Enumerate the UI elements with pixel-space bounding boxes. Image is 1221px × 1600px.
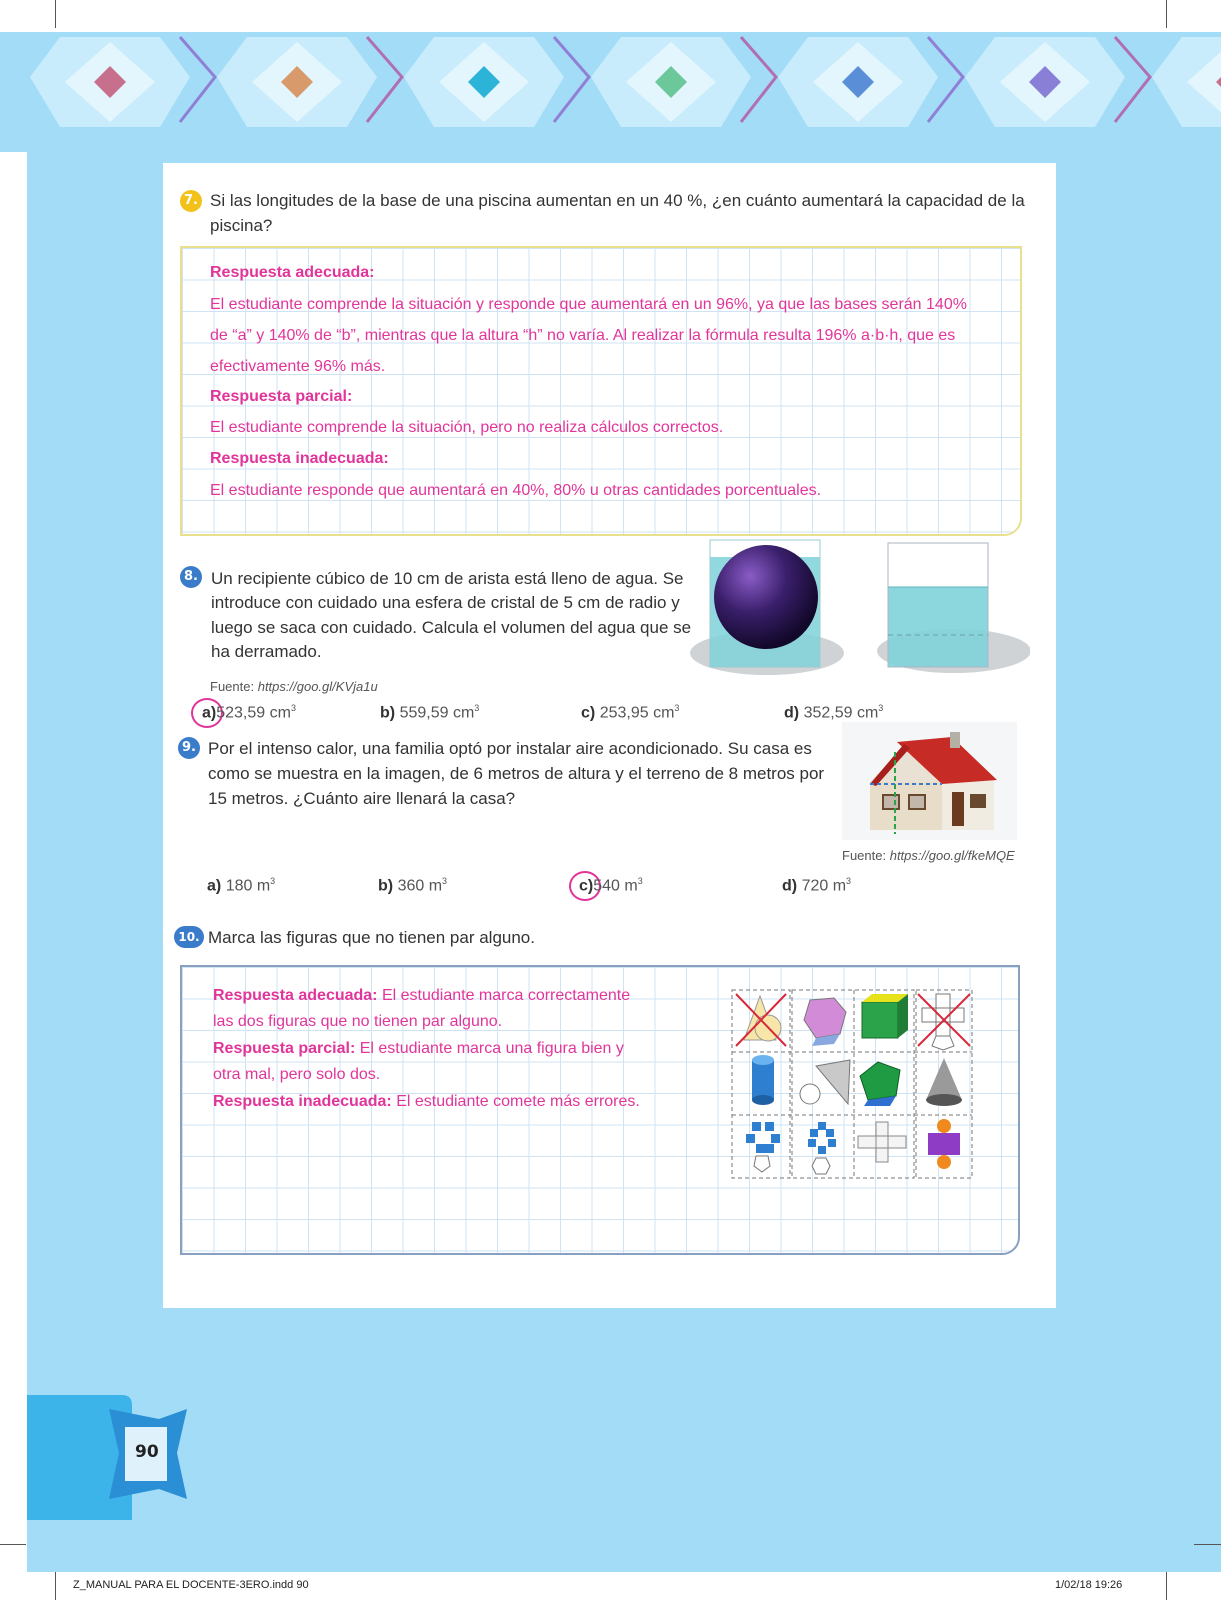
footer-filename: Z_MANUAL PARA EL DOCENTE-3ERO.indd 90 <box>73 1579 309 1591</box>
source-credit-q8 <box>210 679 378 694</box>
decorative-banner <box>0 32 1221 152</box>
answer-inadequate-heading: Respuesta inadecuada: <box>210 450 389 467</box>
answer-option-d[interactable] <box>784 703 883 722</box>
answer-option-c[interactable] <box>579 876 643 895</box>
option-letter: c) <box>581 704 596 722</box>
option-letter: b) <box>380 704 396 722</box>
answer-adequate-text: las dos figuras que no tienen par alguno. <box>213 1013 503 1030</box>
pentagonal-prism-figure <box>860 1062 900 1100</box>
pentagonal-prism-net-figure <box>746 1122 780 1153</box>
banner-base <box>0 132 1221 152</box>
option-value: 559,59 cm <box>399 704 475 722</box>
hexagonal-prism-net-figure <box>808 1122 836 1154</box>
option-value: 180 m <box>225 877 271 895</box>
option-value: 523,59 cm <box>216 704 291 722</box>
house-illustration <box>842 722 1017 840</box>
unit-exponent: 3 <box>637 876 643 886</box>
answer-inadequate-label <box>210 450 389 468</box>
unit-exponent: 3 <box>846 876 852 886</box>
cube-with-sphere-illustration <box>690 535 1030 685</box>
answer-inadequate-text <box>213 1093 640 1111</box>
answer-adequate-line: El estudiante marca correctamente <box>381 987 631 1004</box>
answer-option-b[interactable] <box>380 703 479 722</box>
option-letter: d) <box>782 877 798 895</box>
crop-mark <box>1166 1572 1167 1600</box>
crop-mark <box>55 1572 56 1600</box>
answer-option-a[interactable] <box>207 876 275 895</box>
question-10-text: Marca las figuras que no tienen par alguno. <box>208 928 535 947</box>
answer-partial-text: El estudiante comprende la situación, pero no realiza cálculos correctos. <box>210 419 724 436</box>
option-letter: c) <box>579 877 594 895</box>
question-number-7: 7. <box>180 190 202 212</box>
source-label: Fuente: <box>842 848 887 863</box>
hexagonal-prism-figure <box>804 998 846 1038</box>
question-number-8: 8. <box>180 566 202 588</box>
cuboid-net-figure <box>858 1122 906 1162</box>
question-7-text: Si las longitudes de la base de una piscina aumentan en un 40 %, ¿en cuánto aumentará la capacidad de la piscina? <box>210 191 1025 235</box>
unit-exponent: 3 <box>674 703 680 713</box>
answer-adequate-text: de “a” y 140% de “b”, mientras que la altura “h” no varía. Al realizar la fórmula resulta 196% a·b·h, que es <box>210 327 956 344</box>
option-value: 720 m <box>801 877 847 895</box>
answer-option-b[interactable] <box>378 876 447 895</box>
answer-option-d[interactable] <box>782 876 851 895</box>
answer-adequate-text: efectivamente 96% más. <box>210 358 386 375</box>
answer-option-a[interactable] <box>202 703 296 722</box>
unit-exponent: 3 <box>270 876 276 886</box>
answer-adequate-text <box>213 987 630 1005</box>
answer-partial-text: otra mal, pero solo dos. <box>213 1066 381 1083</box>
crop-mark <box>0 1544 26 1545</box>
source-credit-q9 <box>842 848 1015 863</box>
option-letter: d) <box>784 704 800 722</box>
answer-inadequate-heading: Respuesta inadecuada: <box>213 1093 392 1110</box>
answer-partial-line: El estudiante marca una figura bien y <box>359 1040 624 1057</box>
answer-adequate-heading: Respuesta adecuada: <box>210 264 375 281</box>
answer-adequate-text: El estudiante comprende la situación y responde que aumentará en un 96%, ya que las bases serán 140% <box>210 296 967 313</box>
crop-mark <box>1194 1544 1221 1545</box>
cone-net-figure <box>816 1060 850 1104</box>
cone-figure <box>926 1058 962 1100</box>
unit-exponent: 3 <box>474 703 480 713</box>
source-label: Fuente: <box>210 679 255 694</box>
crop-mark <box>55 0 56 28</box>
answer-partial-heading: Respuesta parcial: <box>210 388 353 405</box>
option-letter: a) <box>207 877 222 895</box>
answer-adequate-heading: Respuesta adecuada: <box>213 987 378 1004</box>
cylinder-figure <box>752 1060 774 1100</box>
question-number-9: 9. <box>178 737 200 759</box>
answer-partial-heading: Respuesta parcial: <box>213 1040 356 1057</box>
question-8-line: luego se saca con cuidado. Calcula el volumen del agua que se <box>211 618 692 637</box>
crop-mark <box>1166 0 1167 28</box>
option-value: 540 m <box>593 877 638 895</box>
question-9-line: 15 metros. ¿Cuánto aire llenará la casa? <box>208 789 516 808</box>
answer-partial-text <box>213 1040 624 1058</box>
cylinder-net-figure <box>928 1119 960 1169</box>
question-8-line: introduce con cuidado una esfera de cristal de 5 cm de radio y <box>211 593 680 612</box>
footer-date: 1/02/18 19:26 <box>1055 1579 1123 1591</box>
answer-inadequate-line: El estudiante comete más errores. <box>396 1093 640 1110</box>
figures-matching-grid <box>730 988 975 1183</box>
source-url: https://goo.gl/KVja1u <box>257 679 378 694</box>
source-url: https://goo.gl/fkeMQE <box>889 848 1015 863</box>
option-value: 253,95 cm <box>599 704 675 722</box>
option-letter: a) <box>202 704 217 722</box>
question-9-line: como se muestra en la imagen, de 6 metros de altura y el terreno de 8 metros por <box>208 764 825 783</box>
question-8-line: ha derramado. <box>211 642 322 661</box>
answer-adequate-label <box>210 264 375 282</box>
page-number: 90 <box>135 1442 159 1462</box>
answer-partial-label <box>210 388 352 406</box>
question-8-line: Un recipiente cúbico de 10 cm de arista está lleno de agua. Se <box>211 569 684 588</box>
page-number-tab <box>27 1395 197 1520</box>
question-9-line: Por el intenso calor, una familia optó por instalar aire acondicionado. Su casa es <box>208 739 812 758</box>
answer-option-c[interactable] <box>581 703 679 722</box>
unit-exponent: 3 <box>290 703 296 713</box>
answer-inadequate-text: El estudiante responde que aumentará en 40%, 80% u otras cantidades porcentuales. <box>210 482 822 499</box>
option-letter: b) <box>378 877 394 895</box>
unit-exponent: 3 <box>878 703 884 713</box>
option-value: 360 m <box>397 877 443 895</box>
question-number-10: 10. <box>174 926 204 948</box>
unit-exponent: 3 <box>442 876 448 886</box>
option-value: 352,59 cm <box>803 704 879 722</box>
cube-figure <box>862 1002 898 1038</box>
